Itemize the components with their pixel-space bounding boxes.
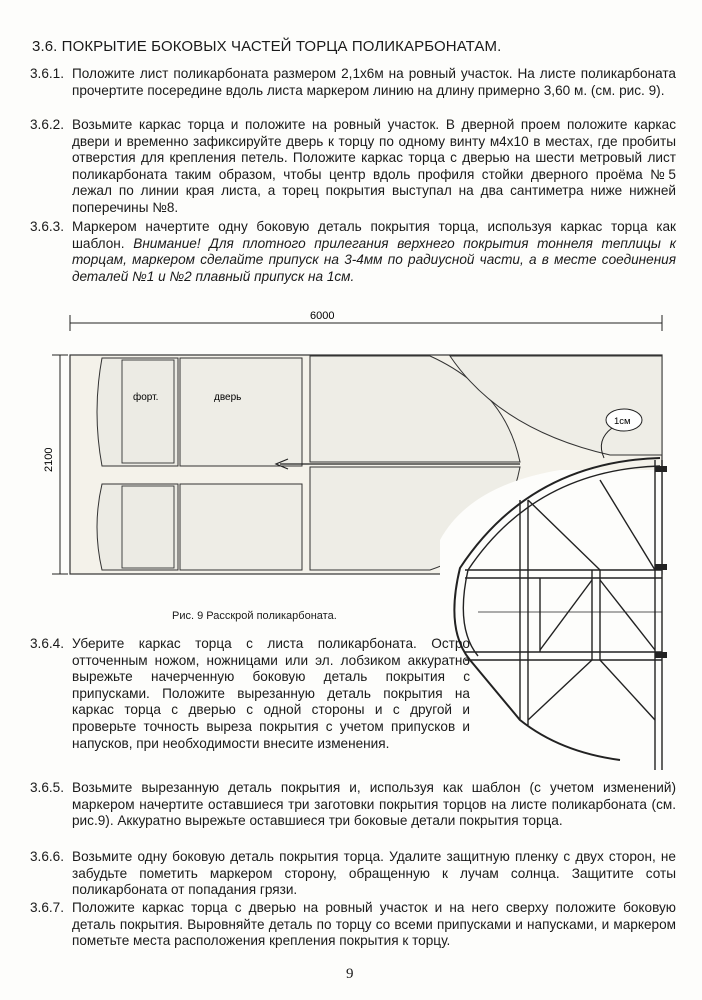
allowance-label: 1см: [614, 416, 631, 427]
bolt-icon: [655, 652, 667, 658]
section-title: 3.6. ПОКРЫТИЕ БОКОВЫХ ЧАСТЕЙ ТОРЦА ПОЛИКАРБОНАТАМ.: [32, 38, 502, 55]
step-text: Возьмите вырезанную деталь покрытия и, используя как шаблон (с учетом изменений) маркером начертите оставшиеся три заготовки покрытия торцов на листе поликарбоната (см. рис.9). Аккуратно вырежьте оставшиеся три боковые детали покрытия торца.: [72, 780, 676, 829]
step-number: 3.6.1.: [30, 66, 65, 81]
bolt-icon: [655, 564, 667, 570]
bolt-icon: [655, 466, 667, 472]
step-text: Положите лист поликарбоната размером 2,1х6м на ровный участок. На листе поликарбоната прочертите посередине вдоль листа маркером линию на длину примерно 3,60 м. (см. рис. 9).: [72, 66, 676, 98]
step-number: 3.6.4.: [30, 636, 65, 651]
step-number: 3.6.6.: [30, 849, 65, 864]
step-number: 3.6.5.: [30, 780, 65, 795]
step-text: [72, 219, 676, 285]
step-text: Уберите каркас торца с листа поликарбоната. Остро отточенным ножом, ножницами или эл. лобзиком аккуратно вырежьте начерченную боковую деталь покрытия с припусками. Положите вырезанную деталь покрытия на каркас торца с дверью с одной стороны и с другой и проверьте точность выреза покрытия с учетом припусков и напусков, при необходимости внесите изменения.: [72, 636, 470, 751]
step-text: Положите каркас торца с дверью на ровный участок и на него сверху положите боковую деталь покрытия. Выровняйте деталь по торцу со всеми припусками и напусками, и маркером пометьте места расположения крепления покрытия к торцу.: [72, 900, 676, 949]
step-number: 3.6.7.: [30, 900, 65, 915]
door-panel-bottom: [97, 484, 178, 570]
height-dimension-label: 2100: [43, 447, 55, 472]
step-3-6-2: [30, 117, 676, 217]
step-text: Возьмите одну боковую деталь покрытия торца. Удалите защитную пленку с двух сторон, не забудьте пометить маркером сторону, обращенную к лучам солнца. Защитите соты поликарбоната от попадания грязи.: [72, 849, 676, 898]
step-3-6-3: [30, 219, 676, 285]
door-panel-top: [97, 358, 178, 466]
step-3-6-4: [30, 636, 470, 752]
step-text-main: Маркером начертите одну боковую деталь покрытия торца, используя каркас торца как шаблон.: [72, 219, 676, 251]
width-dimension-label: 6000: [310, 310, 335, 322]
figure-caption: Рис. 9 Расскрой поликарбоната.: [172, 610, 337, 622]
step-3-6-1: [30, 66, 676, 99]
door-label: дверь: [214, 392, 242, 403]
step-text: Возьмите каркас торца и положите на ровный участок. В дверной проем положите каркас двери и временно зафиксируйте дверь к торцу по одному винту м4х10 в местах, где пробиты отверстия для крепления петель. Положите каркас торца с дверью на шести метровый лист поликарбоната таким образом, чтобы центр вдоль профиля стойки дверного проёма №5 лежал по линии края листа, а торец покрытия выступал на два сантиметра ниже нижней поперечины №8.: [72, 117, 676, 215]
vent-label: форт.: [133, 392, 159, 403]
step-number: 3.6.2.: [30, 117, 65, 132]
page-number: 9: [346, 966, 354, 982]
step-3-6-6: [30, 849, 676, 899]
step-warning: Внимание! Для плотного прилегания верхнего покрытия тоннеля теплицы к торцам, маркером сделайте припуск на 3-4мм по радиусной части, а в месте соединения деталей №1 и №2 плавный припуск на 1см.: [72, 235, 676, 284]
step-3-6-5: [30, 780, 676, 830]
step-3-6-7: [30, 900, 676, 950]
step-number: 3.6.3.: [30, 219, 65, 234]
